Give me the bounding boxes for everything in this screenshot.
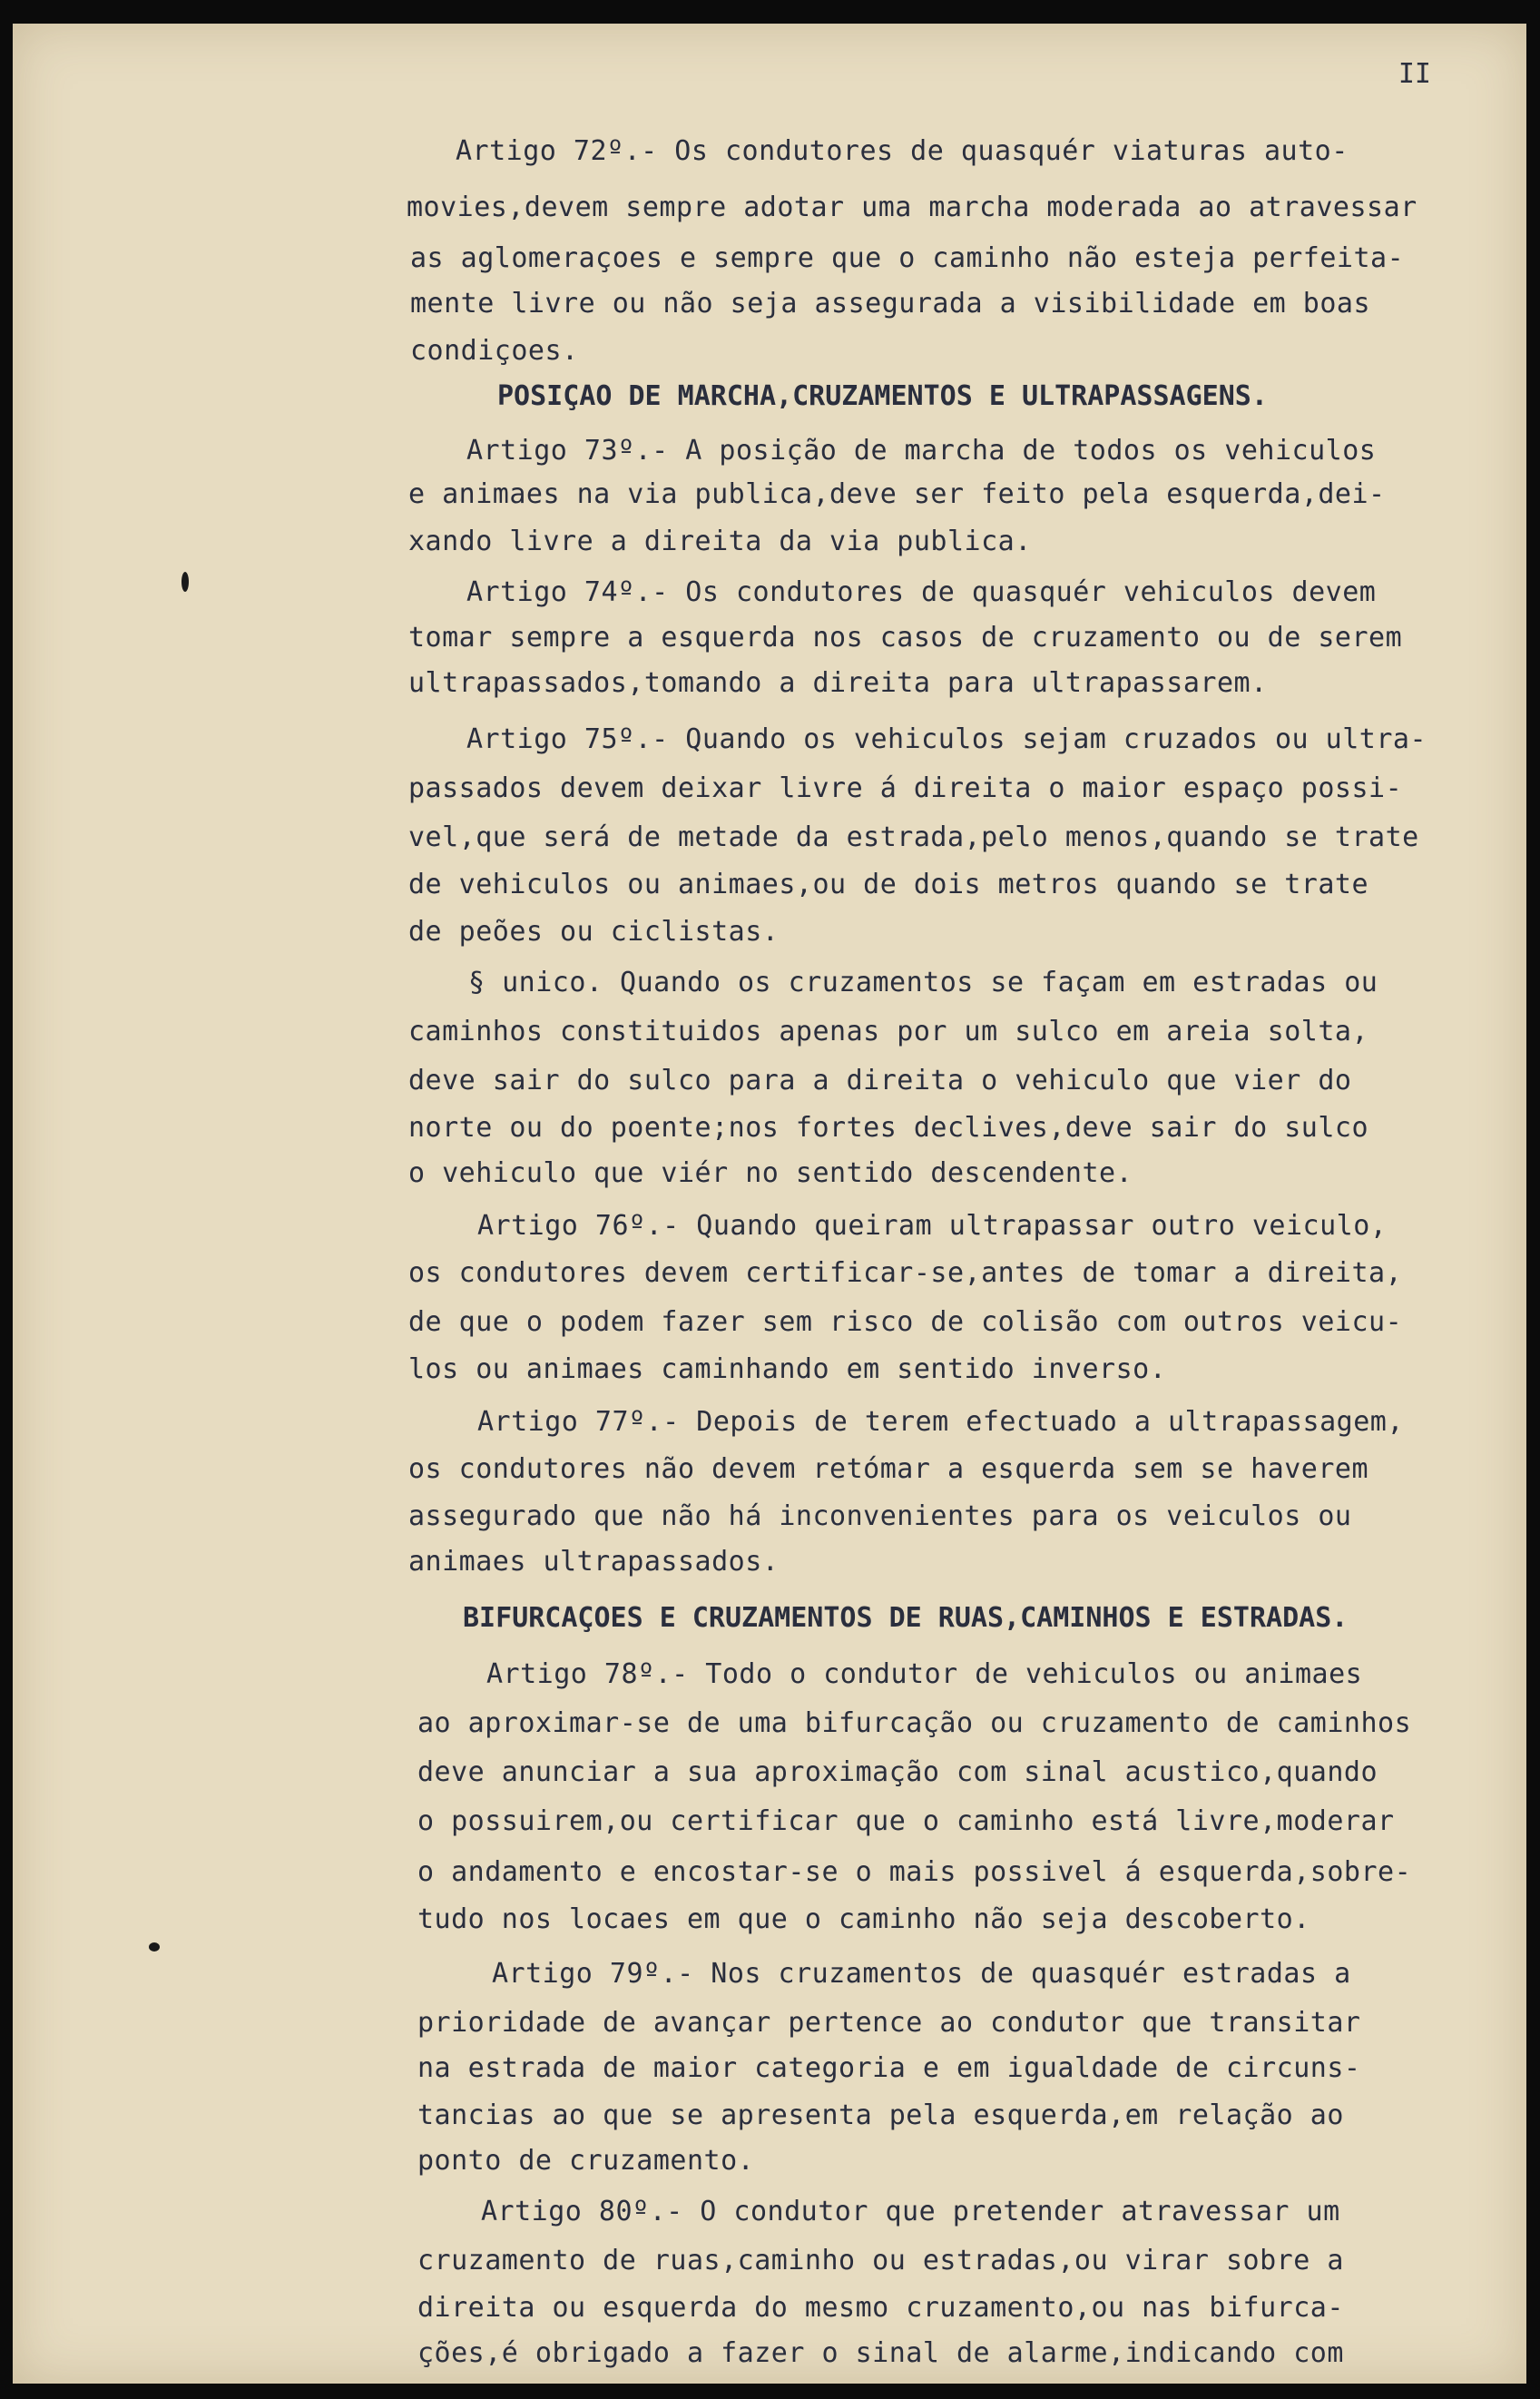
text-line: cruzamento de ruas,caminho ou estradas,ou virar sobre a xyxy=(417,2245,1344,2276)
text-line: animaes ultrapassados. xyxy=(408,1546,780,1578)
text-line: e animaes na via publica,deve ser feito pela esquerda,dei- xyxy=(408,478,1386,510)
text-line: tomar sempre a esquerda nos casos de cruzamento ou de serem xyxy=(408,622,1403,654)
text-line: Artigo 78º.- Todo o condutor de vehiculos ou animaes xyxy=(486,1658,1363,1690)
ink-spot xyxy=(149,1942,160,1952)
text-line: o possuirem,ou certificar que o caminho está livre,moderar xyxy=(417,1805,1395,1837)
text-line: Artigo 80º.- O condutor que pretender atravessar um xyxy=(481,2196,1340,2227)
text-line: Artigo 76º.- Quando queiram ultrapassar outro veiculo, xyxy=(477,1210,1388,1242)
text-line: de peões ou ciclistas. xyxy=(408,916,780,948)
text-line: ultrapassados,tomando a direita para ultrapassarem. xyxy=(408,667,1268,699)
text-line: prioridade de avançar pertence ao condutor que transitar xyxy=(417,2007,1361,2039)
text-line: passados devem deixar livre á direita o maior espaço possi- xyxy=(408,772,1403,804)
text-line: caminhos constituidos apenas por um sulco em areia solta, xyxy=(408,1016,1369,1047)
text-line: Artigo 75º.- Quando os vehiculos sejam cruzados ou ultra- xyxy=(466,723,1427,755)
text-line: movies,devem sempre adotar uma marcha moderada ao atravessar xyxy=(407,192,1417,223)
text-line: Artigo 79º.- Nos cruzamentos de quasquér estradas a xyxy=(492,1958,1351,1990)
text-line: Artigo 77º.- Depois de terem efectuado a ultrapassagem, xyxy=(477,1406,1404,1438)
text-line: ponto de cruzamento. xyxy=(417,2145,755,2177)
section-heading: POSIÇAO DE MARCHA,CRUZAMENTOS E ULTRAPASSAGENS. xyxy=(497,380,1268,412)
text-line: ções,é obrigado a fazer o sinal de alarme,indicando com xyxy=(417,2337,1344,2369)
text-line: § unico. Quando os cruzamentos se façam em estradas ou xyxy=(468,967,1378,998)
text-line: ao aproximar-se de uma bifurcação ou cruzamento de caminhos xyxy=(417,1707,1412,1739)
ink-spot xyxy=(181,572,189,592)
text-line: deve anunciar a sua aproximação com sinal acustico,quando xyxy=(417,1756,1378,1788)
section-heading: BIFURCAÇOES E CRUZAMENTOS DE RUAS,CAMINHOS E ESTRADAS. xyxy=(463,1602,1349,1634)
text-line: direita ou esquerda do mesmo cruzamento,ou nas bifurca- xyxy=(417,2292,1344,2324)
text-line: os condutores devem certificar-se,antes de tomar a direita, xyxy=(408,1257,1403,1289)
text-line: condiçoes. xyxy=(410,335,579,367)
text-line: na estrada de maior categoria e em igualdade de circuns- xyxy=(417,2052,1361,2084)
text-line: xando livre a direita da via publica. xyxy=(408,526,1032,557)
text-line: tudo nos locaes em que o caminho não seja descoberto. xyxy=(417,1903,1310,1935)
text-line: los ou animaes caminhando em sentido inverso. xyxy=(408,1353,1167,1385)
text-line: de vehiculos ou animaes,ou de dois metros quando se trate xyxy=(408,869,1369,900)
text-line: deve sair do sulco para a direita o vehiculo que vier do xyxy=(408,1065,1352,1096)
text-line: mente livre ou não seja assegurada a visibilidade em boas xyxy=(410,288,1371,320)
text-line: as aglomeraçoes e sempre que o caminho não esteja perfeita- xyxy=(410,242,1405,274)
text-line: vel,que será de metade da estrada,pelo menos,quando se trate xyxy=(408,821,1419,853)
text-line: assegurado que não há inconvenientes para os veiculos ou xyxy=(408,1500,1352,1532)
text-line: tancias ao que se apresenta pela esquerda,em relação ao xyxy=(417,2099,1344,2131)
page-number: II xyxy=(1398,58,1431,90)
text-line: de que o podem fazer sem risco de colisão com outros veicu- xyxy=(408,1306,1403,1338)
text-line: o vehiculo que viér no sentido descendente. xyxy=(408,1157,1133,1189)
text-line: o andamento e encostar-se o mais possivel á esquerda,sobre- xyxy=(417,1856,1412,1888)
text-line: os condutores não devem retómar a esquerda sem se haverem xyxy=(408,1453,1369,1485)
text-line: Artigo 72º.- Os condutores de quasquér viaturas auto- xyxy=(456,135,1349,167)
typed-text-body xyxy=(13,24,1526,2384)
text-line: Artigo 74º.- Os condutores de quasquér vehiculos devem xyxy=(466,576,1377,608)
text-line: norte ou do poente;nos fortes declives,deve sair do sulco xyxy=(408,1112,1369,1144)
document-page xyxy=(13,24,1526,2384)
text-line: Artigo 73º.- A posição de marcha de todos os vehiculos xyxy=(466,435,1377,467)
